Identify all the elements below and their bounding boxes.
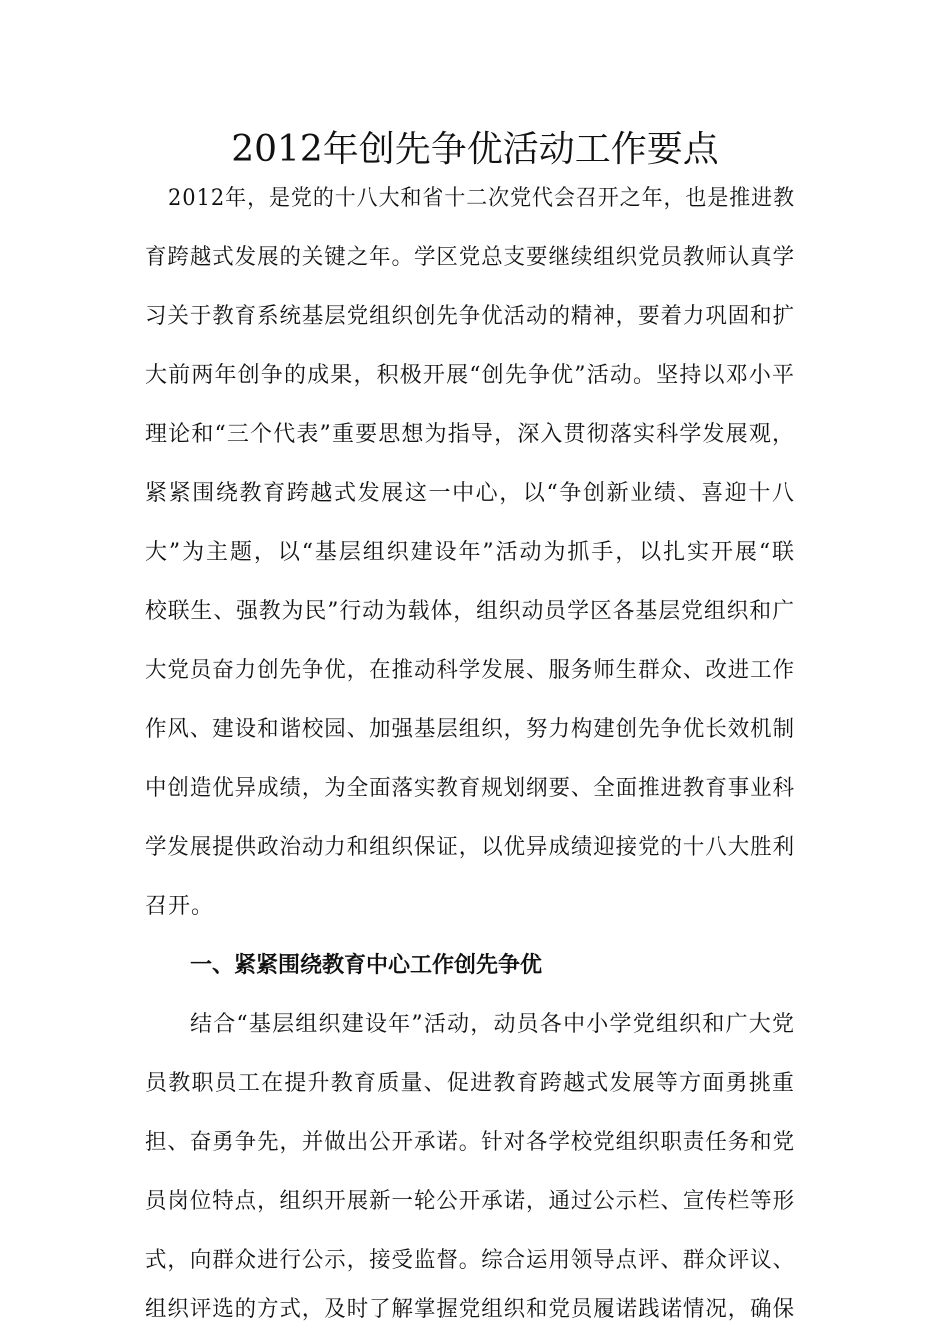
paragraph-2-line: 组织评选的方式，及时了解掌握党组织和党员履诺践诺情况，确保 <box>145 1297 795 1322</box>
paragraph-1-line: 校联生、强教为民”行动为载体，组织动员学区各基层党组织和广 <box>145 599 795 624</box>
paragraph-1-line: 大党员奋力创先争优，在推动科学发展、服务师生群众、改进工作 <box>145 658 795 683</box>
document-title: 2012年创先争优活动工作要点 <box>231 129 719 170</box>
paragraph-1-line: 育跨越式发展的关键之年。学区党总支要继续组织党员教师认真学 <box>145 245 795 270</box>
paragraph-1-line: 大前两年创争的成果，积极开展“创先争优”活动。坚持以邓小平 <box>145 363 796 388</box>
paragraph-2-line: 担、奋勇争先，并做出公开承诺。针对各学校党组织职责任务和党 <box>145 1130 795 1155</box>
paragraph-1-line: 作风、建设和谐校园、加强基层组织，努力构建创先争优长效机制 <box>145 717 795 742</box>
paragraph-2-line: 员岗位特点，组织开展新一轮公开承诺，通过公示栏、宣传栏等形 <box>145 1189 795 1214</box>
paragraph-1-line: 紧紧围绕教育跨越式发展这一中心，以“争创新业绩、喜迎十八 <box>145 481 796 506</box>
paragraph-1-line: 中创造优异成绩，为全面落实教育规划纲要、全面推进教育事业科 <box>145 776 795 801</box>
paragraph-1-line: 2012年，是党的十八大和省十二次党代会召开之年，也是推进教 <box>168 186 795 211</box>
paragraph-2-line: 结合“基层组织建设年”活动，动员各中小学党组织和广大党 <box>190 1012 796 1037</box>
paragraph-1-line: 理论和“三个代表”重要思想为指导，深入贯彻落实科学发展观， <box>145 422 796 447</box>
paragraph-2-line: 式，向群众进行公示，接受监督。综合运用领导点评、群众评议、 <box>145 1248 795 1273</box>
paragraph-1-line: 学发展提供政治动力和组织保证，以优异成绩迎接党的十八大胜利 <box>145 835 795 860</box>
paragraph-2-line: 员教职员工在提升教育质量、促进教育跨越式发展等方面勇挑重 <box>145 1071 796 1096</box>
section-heading: 一、紧紧围绕教育中心工作创先争优 <box>190 953 543 978</box>
paragraph-1-line: 大”为主题，以“基层组织建设年”活动为抓手，以扎实开展“联 <box>145 540 796 565</box>
paragraph-1-line: 召开。 <box>145 894 215 919</box>
paragraph-1-line: 习关于教育系统基层党组织创先争优活动的精神，要着力巩固和扩 <box>145 304 795 329</box>
